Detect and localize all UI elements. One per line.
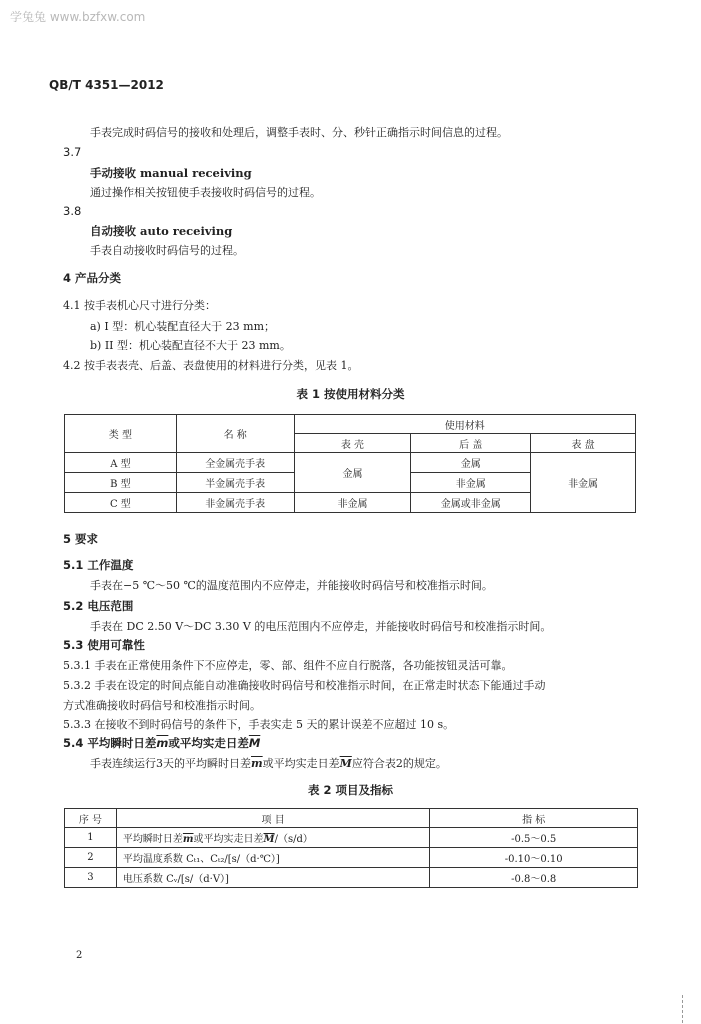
table-1 [64, 414, 636, 513]
t2-row-index: -0.5～0.5 [430, 828, 638, 848]
clause-4-2: 4.2 按手表表壳、后盖、表盘使用的材料进行分类，见表 1。 [63, 359, 359, 372]
t1-row-type: A 型 [65, 453, 177, 473]
term-auto-receiving: 自动接收 auto receiving [90, 224, 233, 238]
t1-header-back: 后 盖 [411, 434, 531, 453]
clause-4-1-b: b) II 型：机心装配直径不大于 23 mm。 [90, 339, 291, 352]
t1-row-back: 非金属 [411, 473, 531, 493]
t1-row-name: 全金属壳手表 [176, 453, 294, 473]
t1-header-case: 表 壳 [294, 434, 411, 453]
t1-case-nonmetal: 非金属 [294, 493, 411, 513]
clause-5-1-text: 手表在−5 ℃～50 ℃的温度范围内不应停走，并能接收时码信号和校准指示时间。 [90, 579, 493, 592]
t1-row-name: 半金属壳手表 [176, 473, 294, 493]
t2-header-index: 指 标 [430, 809, 638, 828]
section-5-heading: 5 要求 [63, 532, 99, 546]
t2-row-index: -0.8～0.8 [430, 868, 638, 888]
binding-edge-mark [682, 995, 683, 1023]
table-2 [64, 808, 638, 888]
clause-3-7-number: 3.7 [63, 145, 82, 159]
mean-actual-rate-symbol: $\overline{M}$ [248, 736, 261, 750]
clause-5-1-heading: 5.1 工作温度 [63, 558, 134, 572]
t1-dial-nonmetal: 非金属 [531, 453, 636, 513]
clause-3-8-definition: 手表自动接收时码信号的过程。 [90, 244, 244, 257]
t1-header-material: 使用材料 [294, 415, 635, 434]
t2-row-no: 2 [65, 848, 117, 868]
t1-case-metal: 金属 [294, 453, 411, 493]
t2-row-item: 电压系数 Cᵥ/[s/（d·V）] [116, 868, 429, 888]
table2-caption: 表 2 项目及指标 [307, 783, 393, 797]
clause-3-7-definition: 通过操作相关按钮使手表接收时码信号的过程。 [90, 186, 321, 199]
t2-row-item: 平均瞬时日差$\overline{m}$或平均实走日差$\overline{M}/(s/d)$ [116, 828, 429, 848]
watermark: 学兔兔 www.bzfxw.com [10, 10, 146, 24]
clause-3-6-text: 手表完成时码信号的接收和处理后，调整手表时、分、秒针正确指示时间信息的过程。 [90, 126, 508, 139]
page-number: 2 [76, 950, 83, 961]
clause-5-4-text: 手表连续运行3天的平均瞬时日差$\overline{m}$或平均实走日差$\overline{M}$应符合表2的规定。 [90, 757, 447, 770]
t2-row-item: 平均温度系数 Cₜ₁、Cₜ₂/[s/（d·℃）] [116, 848, 429, 868]
clause-4-1-a: a) I 型：机心装配直径大于 23 mm； [90, 320, 276, 333]
clause-4-1: 4.1 按手表机心尺寸进行分类： [63, 299, 216, 312]
t2-header-item: 项 目 [116, 809, 429, 828]
clause-5-4-heading: 5.4 平均瞬时日差$\overline{m}$或平均实走日差$\overline{M}$ [63, 736, 261, 750]
clause-3-8-number: 3.8 [63, 204, 82, 218]
clause-5-3-3: 5.3.3 在接收不到时码信号的条件下，手表实走 5 天的累计误差不应超过 10 s。 [63, 718, 455, 731]
t2-row-index: -0.10～0.10 [430, 848, 638, 868]
table1-caption: 表 1 按使用材料分类 [296, 387, 405, 401]
t1-row-type: B 型 [65, 473, 177, 493]
t1-header-dial: 表 盘 [531, 434, 636, 453]
term-manual-receiving: 手动接收 manual receiving [90, 166, 252, 180]
t1-row-name: 非金属壳手表 [176, 493, 294, 513]
t1-row-type: C 型 [65, 493, 177, 513]
clause-5-3-heading: 5.3 使用可靠性 [63, 638, 145, 652]
mean-instantaneous-rate-symbol: $\overline{m}$ [156, 736, 169, 750]
t1-row-back: 金属 [411, 453, 531, 473]
t1-header-type: 类 型 [65, 415, 177, 453]
clause-5-2-heading: 5.2 电压范围 [63, 599, 134, 613]
standard-number-header: QB/T 4351—2012 [49, 78, 164, 92]
t1-row-back: 金属或非金属 [411, 493, 531, 513]
clause-5-3-2-line2: 方式准确接收时码信号和校准指示时间。 [63, 699, 261, 712]
t1-header-name: 名 称 [176, 415, 294, 453]
t2-row-no: 1 [65, 828, 117, 848]
t2-header-no: 序 号 [65, 809, 117, 828]
clause-5-3-2-line1: 5.3.2 手表在设定的时间点能自动准确接收时码信号和校准指示时间，在正常走时状态下能通过手动 [63, 679, 546, 692]
section-4-heading: 4 产品分类 [63, 271, 122, 285]
clause-5-2-text: 手表在 DC 2.50 V～DC 3.30 V 的电压范围内不应停走，并能接收时码信号和校准指示时间。 [90, 620, 552, 633]
t2-row-no: 3 [65, 868, 117, 888]
clause-5-3-1: 5.3.1 手表在正常使用条件下不应停走，零、部、组件不应自行脱落，各功能按钮灵活可靠。 [63, 659, 513, 672]
